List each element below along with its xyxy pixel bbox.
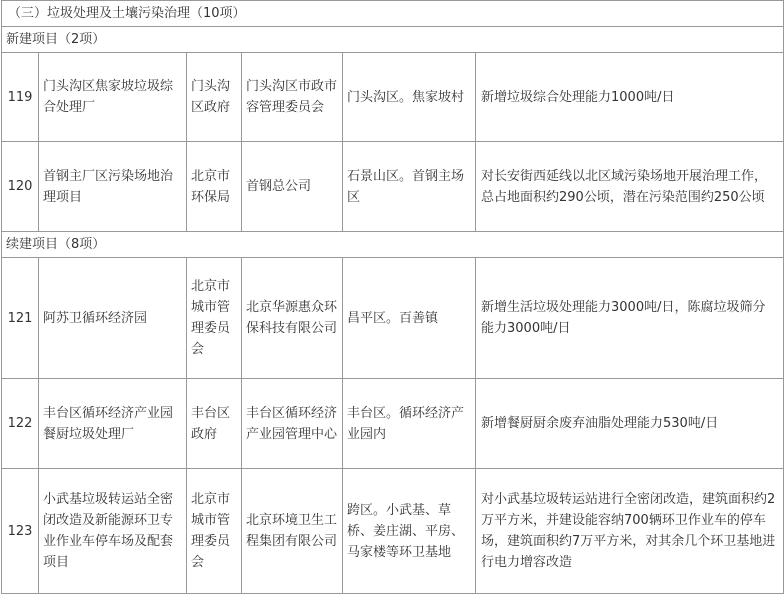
section-header-row — [2, 1, 784, 27]
row-number: 119 — [2, 53, 39, 142]
table-row — [2, 469, 784, 594]
project-location: 昌平区。百善镇 — [343, 258, 476, 379]
project-name: 丰台区循环经济产业园餐厨垃圾处理厂 — [39, 379, 187, 469]
table-row — [2, 379, 784, 469]
construction-content: 新增餐厨厨余废弃油脂处理能力530吨/日 — [476, 379, 784, 469]
construction-content: 新增垃圾综合处理能力1000吨/日 — [476, 53, 784, 142]
group-label: 新建项目（2项） — [2, 27, 784, 53]
implementing-unit: 丰台区循环经济产业园管理中心 — [242, 379, 343, 469]
table-row — [2, 258, 784, 379]
table-row — [2, 53, 784, 142]
implementing-unit: 门头沟区市政市容管理委员会 — [242, 53, 343, 142]
row-number: 122 — [2, 379, 39, 469]
project-location: 跨区。小武基、草桥、姜庄湖、平房、马家楼等环卫基地 — [343, 469, 476, 594]
implementing-unit: 首钢总公司 — [242, 142, 343, 232]
project-location: 石景山区。首钢主场区 — [343, 142, 476, 232]
responsible-dept: 北京市城市管理委员会 — [187, 469, 242, 594]
project-name: 门头沟区焦家坡垃圾综合处理厂 — [39, 53, 187, 142]
responsible-dept: 丰台区政府 — [187, 379, 242, 469]
row-number: 123 — [2, 469, 39, 594]
construction-content: 对长安街西延线以北区域污染场地开展治理工作，总占地面积约290公顷，潜在污染范围约250公顷 — [476, 142, 784, 232]
project-location: 丰台区。循环经济产业园内 — [343, 379, 476, 469]
implementing-unit: 北京华源惠众环保科技有限公司 — [242, 258, 343, 379]
responsible-dept: 门头沟区政府 — [187, 53, 242, 142]
group-header-row — [2, 27, 784, 53]
section-title: （三）垃圾处理及土壤污染治理（10项） — [2, 1, 784, 27]
project-name: 首钢主厂区污染场地治理项目 — [39, 142, 187, 232]
responsible-dept: 北京市环保局 — [187, 142, 242, 232]
group-header-row — [2, 232, 784, 258]
project-name: 小武基垃圾转运站全密闭改造及新能源环卫专业作业车停车场及配套项目 — [39, 469, 187, 594]
project-name: 阿苏卫循环经济园 — [39, 258, 187, 379]
group-label: 续建项目（8项） — [2, 232, 784, 258]
construction-content: 新增生活垃圾处理能力3000吨/日，陈腐垃圾筛分能力3000吨/日 — [476, 258, 784, 379]
row-number: 121 — [2, 258, 39, 379]
responsible-dept: 北京市城市管理委员会 — [187, 258, 242, 379]
row-number: 120 — [2, 142, 39, 232]
project-table — [1, 0, 784, 594]
table-row — [2, 142, 784, 232]
implementing-unit: 北京环境卫生工程集团有限公司 — [242, 469, 343, 594]
construction-content: 对小武基垃圾转运站进行全密闭改造，建筑面积约2万平方米，并建设能容纳700辆环卫作业车的停车场，建筑面积约7万平方米，对其余几个环卫基地进行电力增容改造 — [476, 469, 784, 594]
project-location: 门头沟区。焦家坡村 — [343, 53, 476, 142]
